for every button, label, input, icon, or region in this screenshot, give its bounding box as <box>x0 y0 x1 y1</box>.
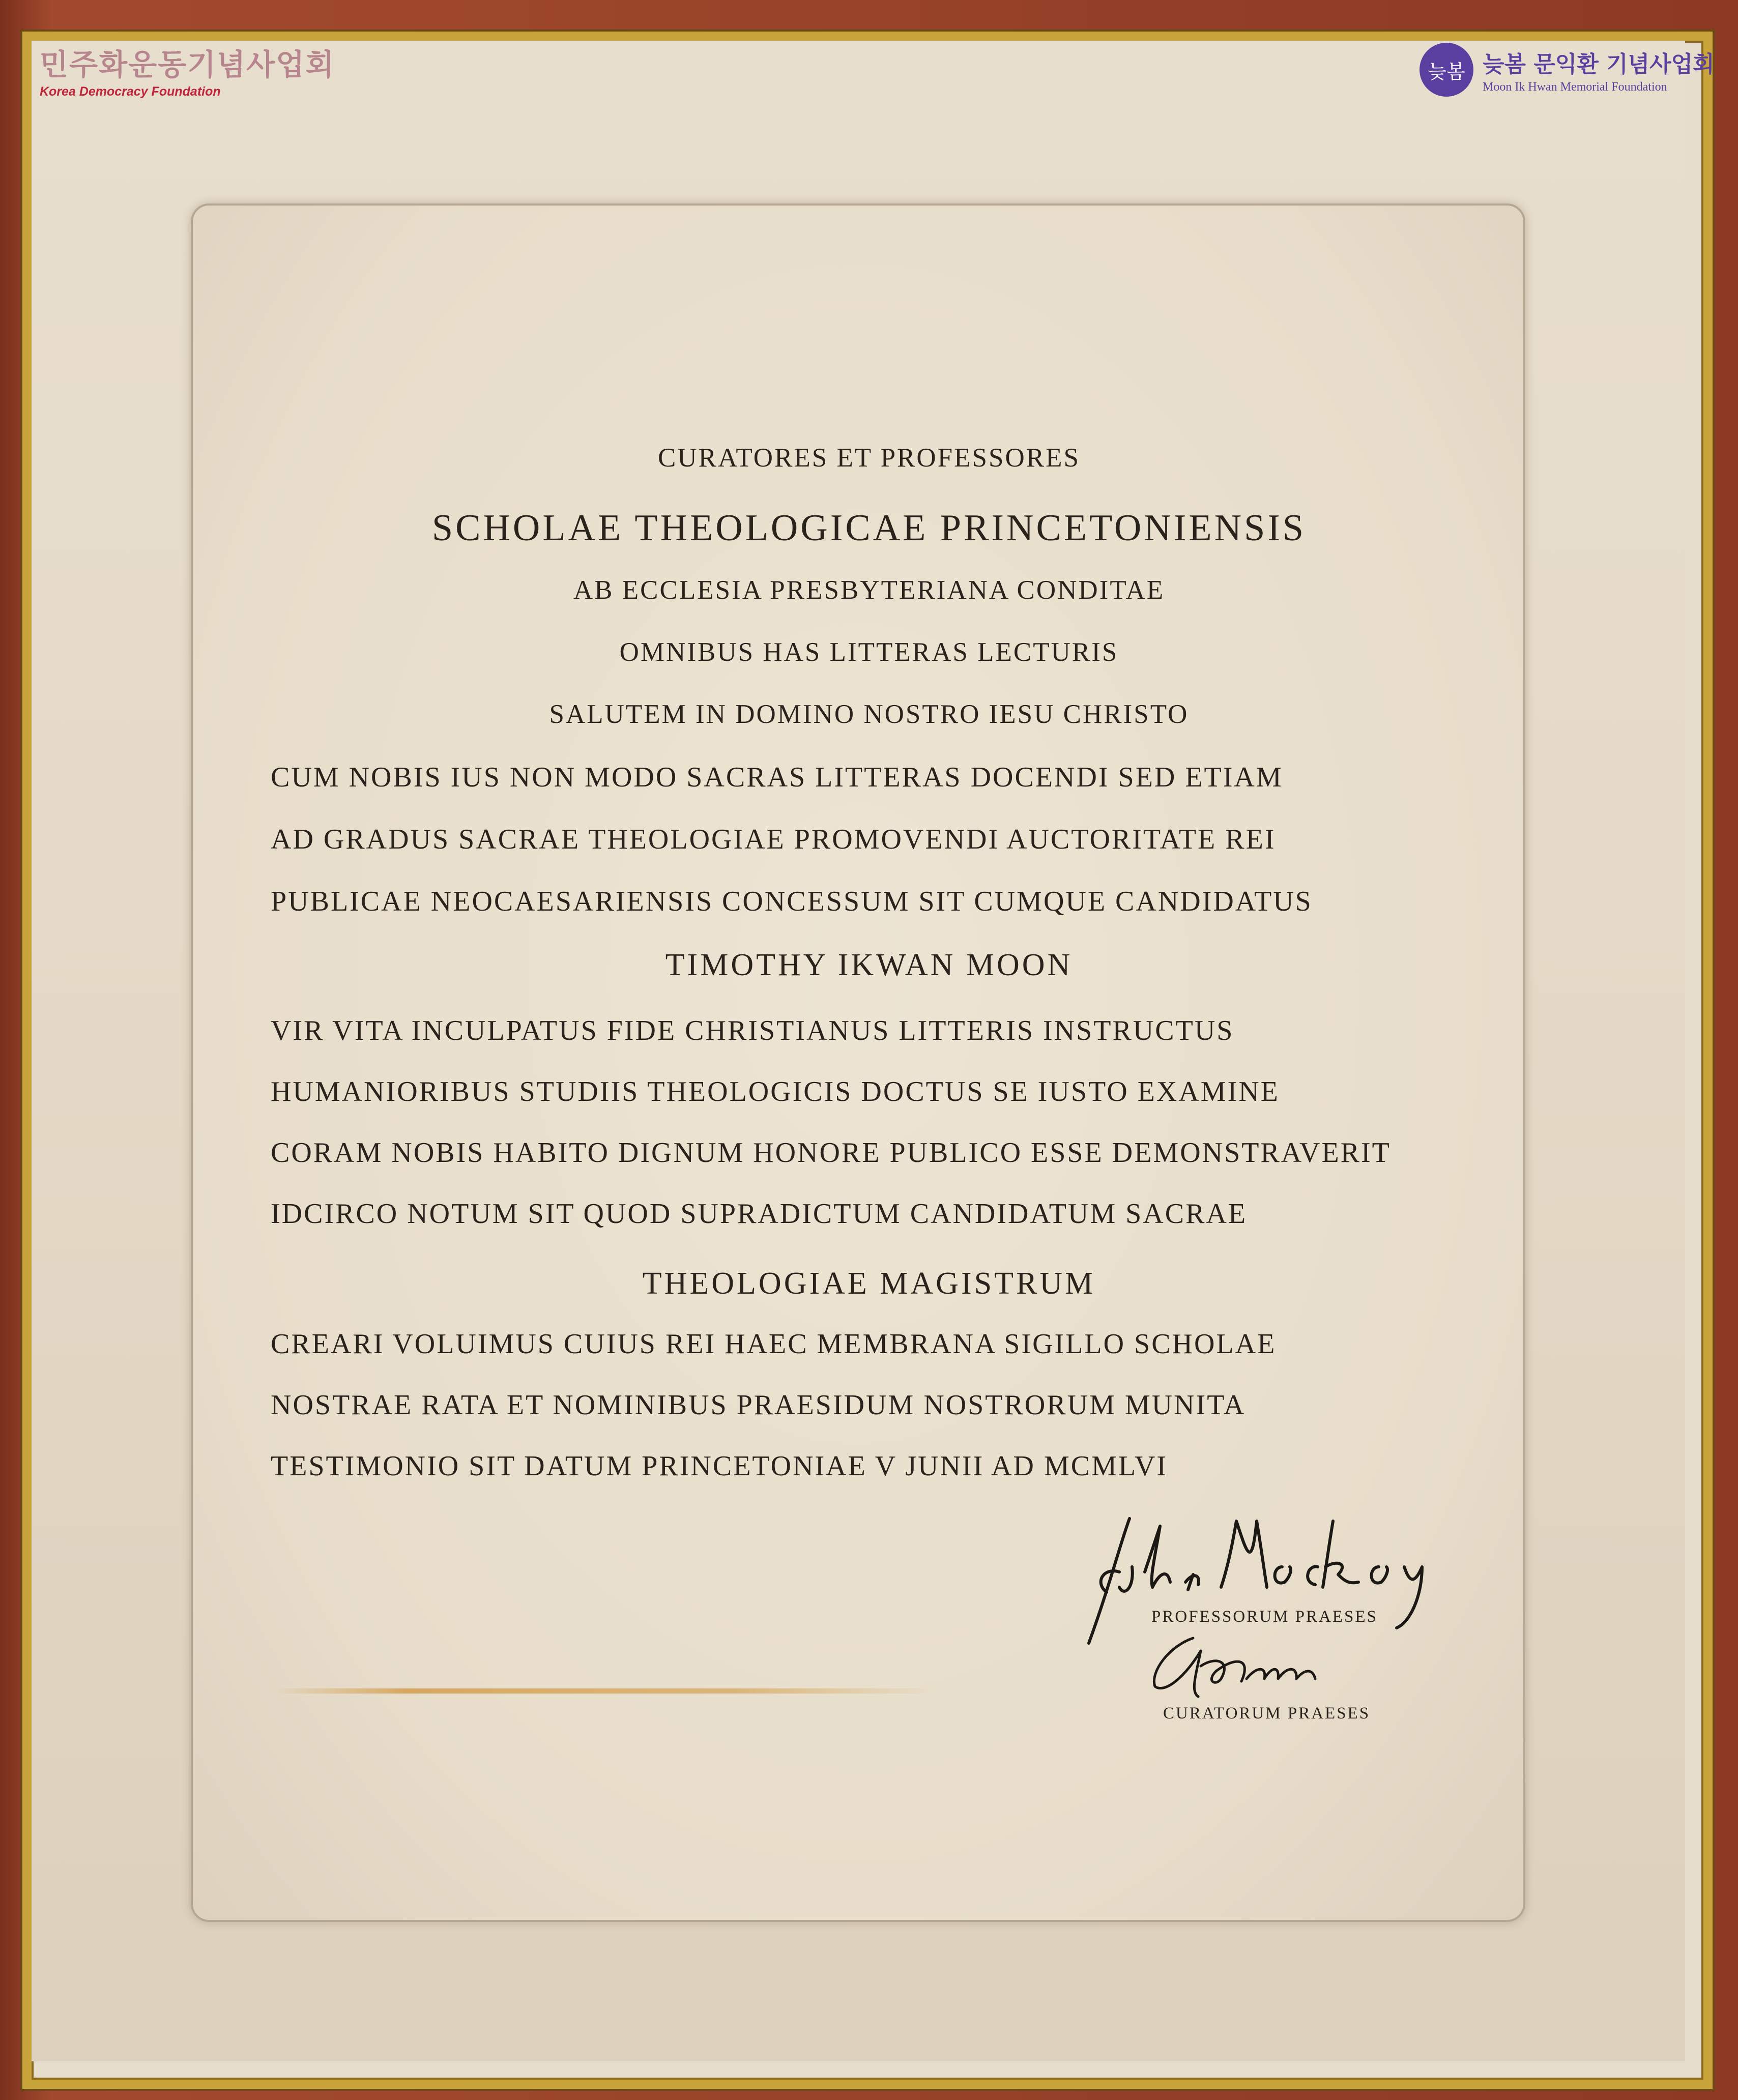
diploma-line: AB ECCLESIA PRESBYTERIANA CONDITAE <box>573 575 1165 605</box>
diploma-line: CORAM NOBIS HABITO DIGNUM HONORE PUBLICO ESSE DEMONSTRAVERIT <box>271 1137 1391 1169</box>
diploma-line: HUMANIORIBUS STUDIIS THEOLOGICIS DOCTUS SE IUSTO EXAMINE <box>271 1076 1280 1107</box>
diploma-line: PUBLICAE NEOCAESARIENSIS CONCESSUM SIT CUMQUE CANDIDATUS <box>271 886 1313 917</box>
logo-korean-text: 민주화운동기념사업회 <box>40 47 335 82</box>
diploma-line: CUM NOBIS IUS NON MODO SACRAS LITTERAS DOCENDI SED ETIAM <box>271 762 1283 793</box>
diploma-line: OMNIBUS HAS LITTERAS LECTURIS <box>619 637 1119 667</box>
professorum-praeses-title: PROFESSORUM PRAESES <box>1151 1608 1378 1626</box>
recipient-name: TIMOTHY IKWAN MOON <box>665 948 1073 982</box>
logo-english-text: Moon Ik Hwan Memorial Foundation <box>1483 80 1667 94</box>
diploma-line: NOSTRAE RATA ET NOMINIBUS PRAESIDUM NOSTRORUM MUNITA <box>271 1389 1246 1421</box>
moon-ik-hwan-foundation-logo <box>1420 43 1715 97</box>
foundation-badge-icon: 늦봄 <box>1420 43 1473 97</box>
diploma-line: SALUTEM IN DOMINO NOSTRO IESU CHRISTO <box>549 699 1189 729</box>
diploma-line: CREARI VOLUIMUS CUIUS REI HAEC MEMBRANA SIGILLO SCHOLAE <box>271 1328 1277 1360</box>
curatorum-signature <box>1145 1630 1328 1707</box>
diploma-line: IDCIRCO NOTUM SIT QUOD SUPRADICTUM CANDIDATUM SACRAE <box>271 1198 1248 1230</box>
water-stain <box>274 1688 936 1694</box>
institution-name: SCHOLAE THEOLOGICAE PRINCETONIENSIS <box>431 507 1307 549</box>
logo-english-text: Korea Democracy Foundation <box>40 84 221 99</box>
curatorum-praeses-title: CURATORUM PRAESES <box>1163 1704 1371 1723</box>
logo-korean-text: 늦봄 문익환 기념사업회 <box>1483 51 1715 77</box>
korea-democracy-foundation-logo <box>40 41 335 99</box>
degree-name: THEOLOGIAE MAGISTRUM <box>642 1266 1096 1301</box>
diploma-heading: CURATORES ET PROFESSORES <box>658 443 1080 473</box>
diploma-line: VIR VITA INCULPATUS FIDE CHRISTIANUS LITTERIS INSTRUCTUS <box>271 1015 1234 1046</box>
diploma-date-line: TESTIMONIO SIT DATUM PRINCETONIAE V JUNII AD MCMLVI <box>271 1450 1168 1482</box>
diploma-line: AD GRADUS SACRAE THEOLOGIAE PROMOVENDI AUCTORITATE REI <box>271 824 1276 855</box>
